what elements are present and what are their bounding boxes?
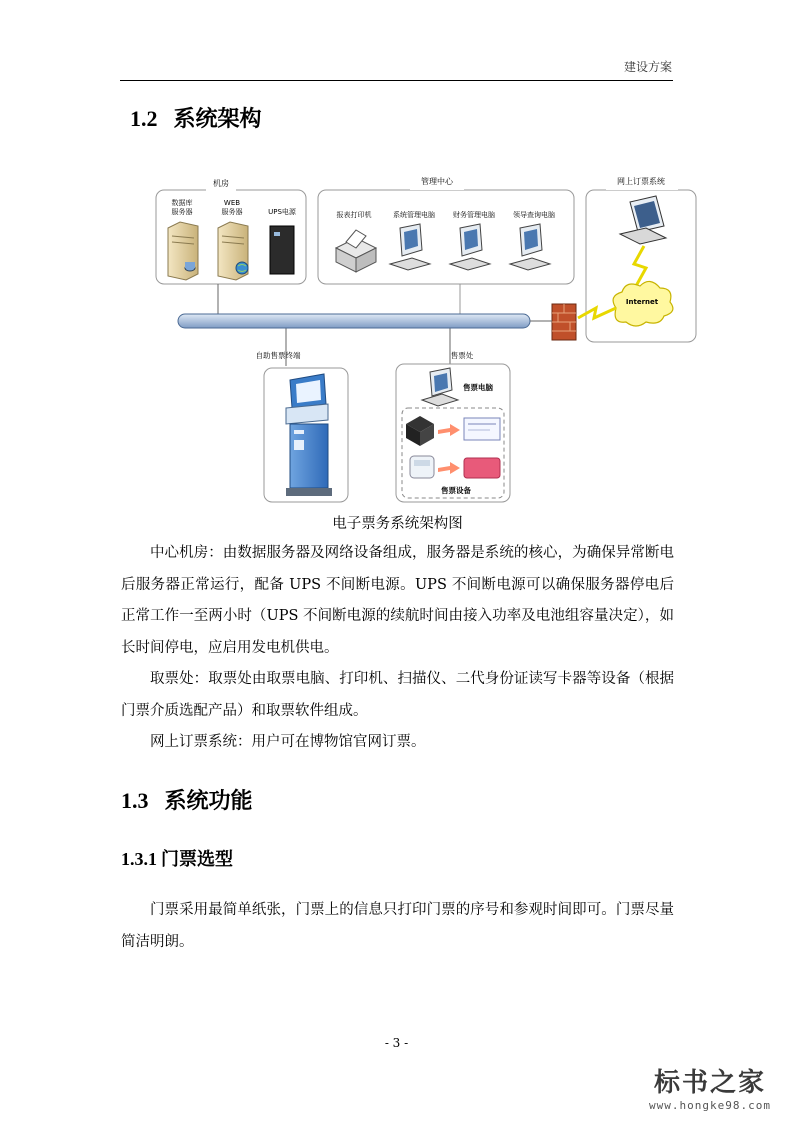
ticket-pc-label: 售票电脑 (463, 383, 493, 392)
paragraph-server-room: 中心机房：由数据服务器及网络设备组成，服务器是系统的核心，为确保异常断电后服务器正常运行，配备 UPS 不间断电源。UPS 不间断电源可以确保服务器停电后正常工作一至两小时（UPS 不间断电源的续航时间由接入功率及电池组容量决定），如长时间停电，应启用发电机供电。 (121, 545, 674, 656)
ups-icon (270, 226, 294, 274)
mgmt-item-0: 报表打印机 (336, 211, 372, 219)
paragraph-ticket-type: 门票采用最简单纸张，门票上的信息只打印门票的序号和参观时间即可。门票尽量简洁明朗。 (121, 902, 674, 950)
watermark-logo (630, 1062, 790, 1112)
online-booking-group (586, 174, 696, 342)
section-heading-1-2 (130, 102, 262, 133)
network-bus (178, 314, 530, 328)
architecture-diagram (150, 168, 700, 508)
figure-caption: 电子票务系统架构图 (332, 516, 463, 532)
db-server-label-2: 服务器 (171, 208, 193, 216)
section-heading-1-3 (121, 784, 253, 815)
page-number: - 3 - (384, 1036, 409, 1050)
web-server-label-1: WEB (223, 199, 241, 207)
ticket-devices-label: 售票设备 (441, 486, 471, 495)
card-reader-icon (410, 456, 434, 478)
subsection-title: 门票选型 (161, 849, 233, 870)
kiosk-label: 自助售票终端 (255, 351, 301, 360)
internet-label: Internet (625, 298, 659, 306)
section-number: 1.2 (130, 106, 158, 131)
web-server-label-2: 服务器 (221, 208, 243, 216)
section-title: 系统架构 (173, 106, 262, 132)
management-center-label: 管理中心 (421, 177, 453, 186)
ticket-sample-icon (464, 418, 500, 440)
mgmt-item-3: 领导查询电脑 (513, 211, 555, 219)
mgmt-item-1: 系统管理电脑 (393, 211, 435, 219)
header-rule (120, 80, 673, 81)
ticket-office-group (396, 350, 510, 502)
ticket-office-label: 售票处 (450, 351, 474, 360)
db-server-icon (168, 222, 198, 280)
online-booking-label: 网上订票系统 (617, 177, 665, 186)
ups-label: UPS电源 (268, 208, 296, 216)
kiosk-group (256, 350, 349, 502)
paragraph-online-booking: 网上订票系统：用户可在博物馆官网订票。 (150, 734, 426, 750)
section-heading-1-3-1 (121, 845, 233, 871)
watermark-url: www.hongke98.com (649, 1099, 771, 1112)
management-center-group (318, 174, 574, 284)
server-room-group (156, 176, 306, 284)
server-room-label: 机房 (213, 179, 229, 188)
id-card-icon (464, 458, 500, 478)
section-title: 系统功能 (164, 788, 253, 814)
mgmt-item-2: 财务管理电脑 (453, 211, 495, 219)
firewall-icon (552, 304, 576, 340)
watermark-title: 标书之家 (653, 1068, 766, 1098)
paragraph-ticket-pickup: 取票处：取票处由取票电脑、打印机、扫描仪、二代身份证读写卡器等设备（根据门票介质选配产品）和取票软件组成。 (121, 671, 674, 719)
running-header: 建设方案 (623, 60, 672, 74)
web-server-icon (218, 222, 248, 280)
ticket-kiosk-icon (286, 374, 332, 496)
subsection-number: 1.3.1 (121, 849, 157, 869)
section-number: 1.3 (121, 788, 149, 813)
db-server-label-1: 数据库 (171, 199, 193, 207)
